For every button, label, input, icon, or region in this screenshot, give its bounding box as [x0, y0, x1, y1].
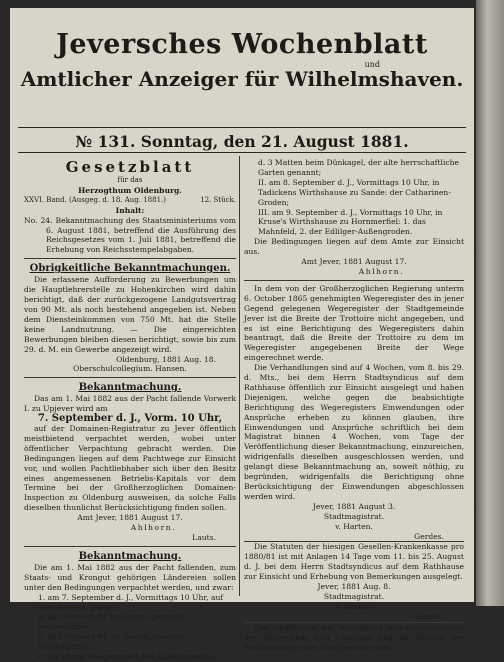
left-column — [24, 158, 236, 662]
gesetzblatt-band — [24, 196, 236, 206]
notice-heading: Bekanntmachung. — [78, 382, 182, 394]
masthead-rule-top — [18, 127, 466, 128]
band-left: XXVI. Band. (Ausgeg. d. 18. Aug. 1881.) — [24, 195, 166, 204]
gesetzblatt-text: No. 24. Bekanntmachung des Staatsministeriums vom 6. August 1881, betreffend die Ausführung des Reichsgesetzes vom 1. Juli 1881, betreffend die Erhebung von Reichsstempelabgaben. — [24, 215, 236, 255]
title-connector: und — [364, 60, 380, 69]
list-item: c. die kleine Waagegroden bei Kniphauserfiel, — [38, 652, 216, 662]
notice-text: Die am 1. Mai 1882 aus der Pacht fallenden, zum Staats- und Krongut gehörigen Ländereien sollen unter den Bedingungen verpachtet werden, und zwar: — [24, 562, 236, 592]
column-divider — [239, 156, 240, 596]
notice-date-line: 7. September d. J., Vorm. 10 Uhr, — [37, 413, 223, 425]
newspaper-subtitle: Amtlicher Anzeiger für Wilhelmshaven. — [20, 67, 464, 91]
list-item: III. am 9. September d. J., Vormittags 10 Uhr, in Kruse's Wirthshause zu Hornmerfiel: 1. das Mahnfeld, 2. der Edlilger-Außengroden. — [258, 207, 443, 237]
notice-place-date: Amt Jever, 1881 August 17. — [301, 257, 407, 267]
notice-intro: Das am 1. Mai 1882 aus der Pacht fallende Vorwerk I. zu Upjever wird am — [24, 394, 236, 414]
gesetzblatt-land: Herzogthum Oldenburg. — [78, 185, 182, 195]
masthead — [16, 30, 468, 92]
notice-signature: v. Harten. — [335, 601, 373, 611]
notice-signature: v. Harten. — [335, 521, 373, 531]
notice-text: auf der Domainen-Registratur zu Jever öffentlich meistbietend verpachtet werden, wobei unter öffentlicher Verpachtung gebracht werden. Die Bedingungen liegen auf dem Pachtwege zur Einsicht vor, und wollen Pachtliebhaber sich über den Besitz eines angemessenen Betriebs-Kapitals vor dem Termine bei der Großherzoglichen Domainen-Inspection zu Oldenburg ausweisen, da solche Falls dieselben thunlichst Berücksichtigung finden sollen. — [24, 424, 236, 513]
notice-place-date: Amt Jever, 1881 August 17. — [77, 513, 183, 523]
divider-line — [244, 280, 464, 281]
notice-text: Die erlassene Aufforderung zu Bewerbungen um die Hauptlehrerstelle zu Hohenkirchen wird dahin berichtigt, daß der zurückgezogene Landgutsvertrag von 90 Mt. als noch bestehend angegeben ist. Neben dem Diensteinkommen von 750 Mt. hat die Stelle keine Landnutzung. — Die eingereichten Bewerbungen bleiben diesen berichtigt, sowie bis zum 29. d. M. ein Gewerbe angezeigt wird. — [24, 275, 236, 354]
notice-heading: Bekanntmachung. — [78, 550, 182, 562]
issue-number: № 131. — [75, 132, 136, 151]
divider-line — [24, 377, 236, 378]
notice-tag: Lauts. — [192, 533, 216, 542]
notice-text: Die Statuten der hiesigen Gesellen-Krankenkasse pro 1880/81 ist mit Anlagen 14 Tage vom 11. bis 25. August d. J. bei dem Herrn Stadtsyndicus auf dem Rathhause zur Einsicht und Erhebung von Bemerkungen ausgelegt. — [244, 542, 464, 582]
issue-day: Sonntag, — [140, 132, 219, 151]
notice-place-date: Oldenburg, 1881 Aug. 18. — [116, 354, 216, 364]
list-item: 1. am 7. September d. J., Vormittags 10 Uhr, auf dem Amte zu Jever: — [38, 592, 224, 612]
notice-place-date: Jever, 1881 Aug. 8. — [317, 582, 391, 592]
band-right: 12. Stück. — [200, 195, 236, 204]
notice-authority: Stadtmagistrat. — [323, 511, 385, 521]
notice-place-date: Jever, 1881 August 3. — [312, 501, 396, 511]
divider-line — [24, 258, 236, 259]
notice-tag: Gerdes. — [244, 612, 464, 623]
list-item: b. das Vorwerk VI. zu Garms, genannt Nordergarms, — [38, 632, 185, 652]
gesetzblatt-fuer: für das — [117, 176, 143, 184]
notice-text: In dem von der Großherzoglichen Regierung unterm 6. October 1865 genehmigten Wegeregister des in jener Gegend gelegenen Wegeregister der Stadtgemeinde Jever ist die Breite der Trottoire nicht angegeben, und es ist eine Berichtigung des Wegeregisters dahin beantragt, daß die Breite der Trottoire zu dem im Wegeregister angegebenen Breite der Wege eingerechnet werde. — [244, 283, 464, 363]
notice-tag: Gerdes. — [244, 532, 464, 543]
gesetzblatt-title: Gesetzblatt — [65, 158, 195, 176]
list-item: II. am 8. September d. J., Vormittags 10 Uhr, in Tadickens Wirthshause zu Sande: der Catharinen-Groden; — [258, 177, 451, 207]
divider-line — [24, 546, 236, 547]
list-item: d. 3 Matten beim Dünkagel, der alte herrschaftliche Garten genannt; — [258, 158, 460, 177]
masthead-rule-bottom — [18, 152, 466, 153]
issue-date: den 21. August 1881. — [223, 132, 409, 151]
book-spine — [476, 0, 504, 606]
section-heading: Obrigkeitliche Bekanntmachungen. — [29, 263, 231, 275]
notice-signature: Ahlhorn. — [358, 266, 404, 276]
notice-authority: Stadtmagistrat. — [323, 591, 385, 601]
notice-text: Die Bedingungen liegen auf dem Amte zur Einsicht aus. — [244, 237, 464, 257]
notice-signature: Ahlhorn. — [130, 523, 176, 533]
notice-text: Die Verhandlungen sind auf 4 Wochen, vom 8. bis 29. d. Mts., bei dem Herrn Stadtsyndicus auf dem Rathhause öffentlich zur Einsicht ausgelegt und haben Diejenigen, welche gegen die beabsichtigte Berichtigung des Wegeregisters Einwendungen oder Ansprüche erheben zu können glauben, ihre Einwendungen und Ansprüche schriftlich bei dem Magistrat binnen 4 Wochen, vom Tage der Veröffentlichung dieser Bekanntmachung, einzureichen, widrigenfalls dieselben ausgeschlossen werden, und gelangt diese Bekanntmachung an, soweit nöthig, zu begründen, widrigenfalls die Berichtigung ohne Berücksichtigung der Einwendungen abgeschlossen werden wird. — [244, 363, 464, 501]
notice-signature: Oberschulcollegium. Hansen. — [73, 364, 187, 374]
notice-text: Zur Ausführung der Verordnung vom Ausschreibung der Neuwahlen zum Landtage und im Bezirke der Bestimmungen des Wahlgesetzes vom — [244, 622, 464, 652]
issue-line — [18, 132, 466, 151]
newspaper-title: Jeversches Wochenblatt — [56, 29, 428, 60]
right-column — [244, 158, 464, 652]
list-item: a. das Vorwerk IV. zu Garms, genannt Westergarms, — [38, 612, 183, 632]
gesetzblatt-inhalt: Inhalt: — [115, 205, 145, 215]
newspaper-page — [10, 8, 474, 662]
